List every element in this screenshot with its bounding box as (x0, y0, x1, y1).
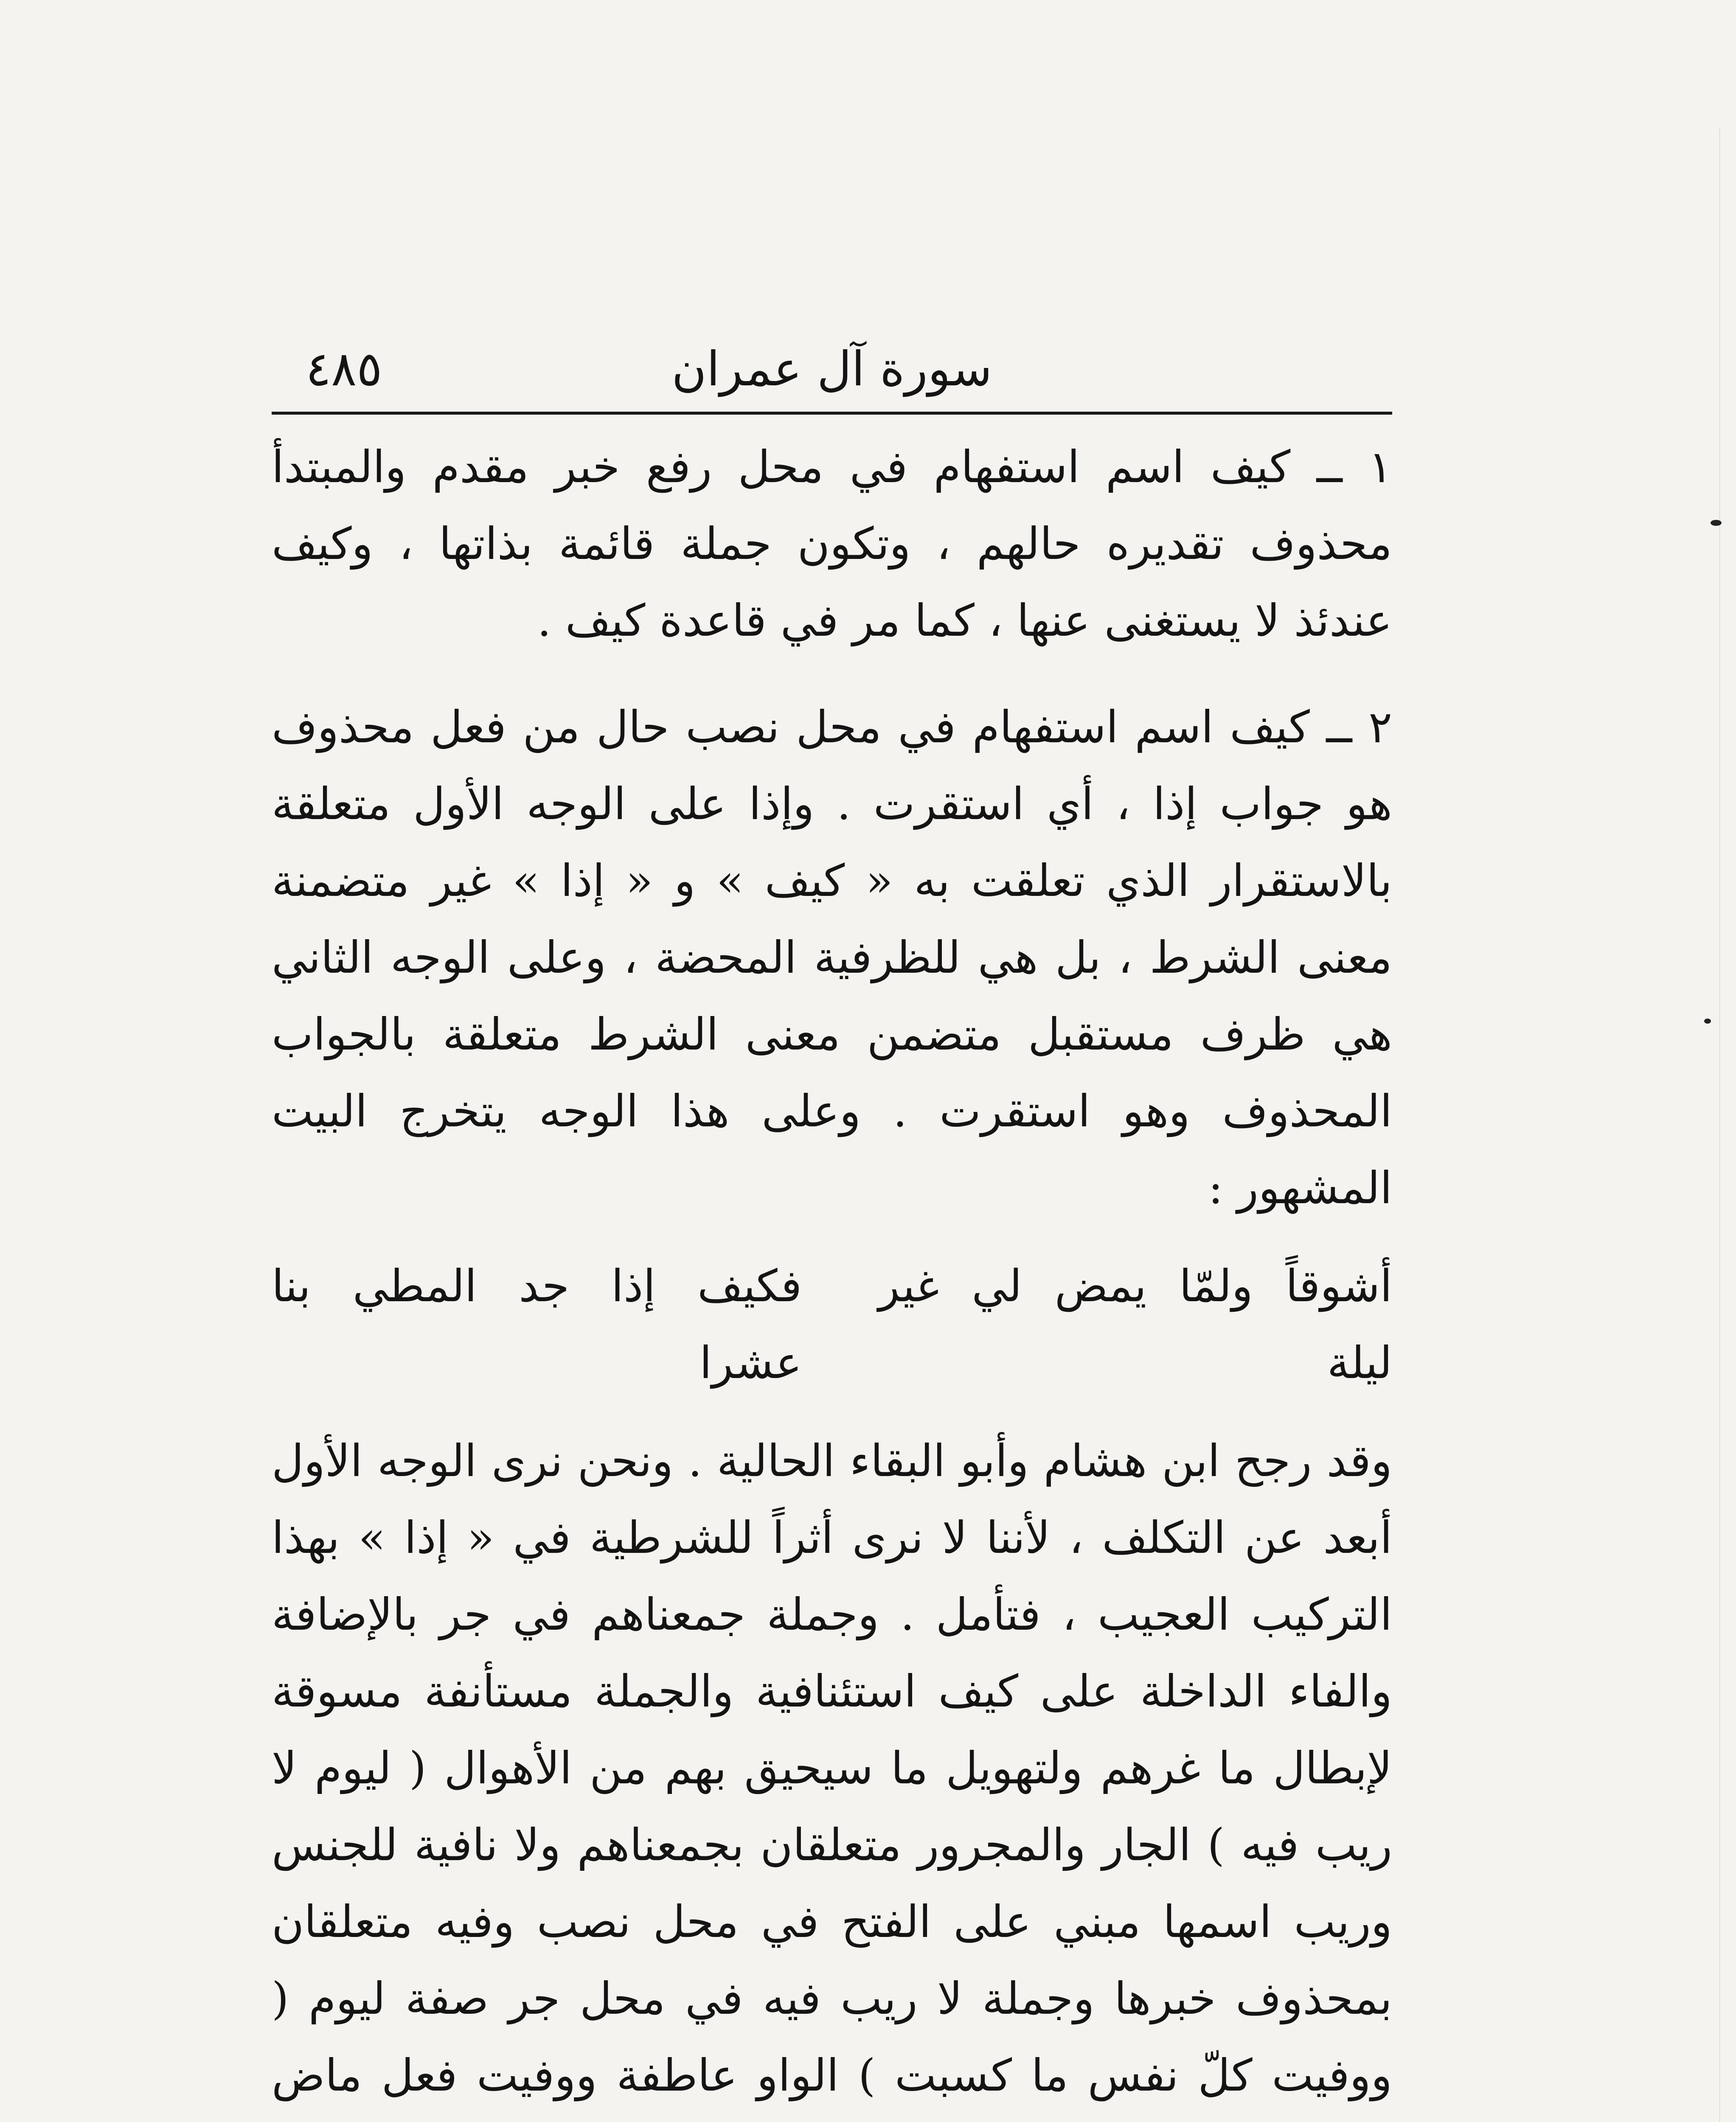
verse-second-hemistich: فكيف إذا جد المطي بنا عشرا (272, 1260, 802, 1389)
margin-speck (1711, 520, 1722, 526)
main-text (272, 429, 1392, 2122)
page-number: ٤٨٥ (306, 342, 382, 397)
running-title: سورة آل عمران (671, 342, 992, 397)
paragraph-1: ١ ــ كيف اسم استفهام في محل رفع خبر مقدم والمبتدأ محذوف تقديره حالهم ، وتكون جملة قائمة بذاتها ، وكيف عندئذ لا يستغنى عنها ، كما مر في قاعدة كيف . (272, 441, 1392, 646)
page-header (272, 331, 1392, 415)
paragraph-2: ٢ ــ كيف اسم استفهام في محل نصب حال من فعل محذوف هو جواب إذا ، أي استقرت . وإذا على الوجه الأول متعلقة بالاستقرار الذي تعلقت به « كيف » و « إذا » غير متضمنة معنى الشرط ، بل هي للظرفية المحضة ، وعلى الوجه الثاني هي ظرف مستقبل متضمن معنى الشرط متعلقة بالجواب المحذوف وهو استقرت . وعلى هذا الوجه يتخرج البيت المشهور : (272, 701, 1392, 1214)
page-edge-shadow (1719, 127, 1720, 2122)
margin-speck (1704, 1019, 1711, 1024)
paragraph-3: وقد رجح ابن هشام وأبو البقاء الحالية . ونحن نرى الوجه الأول أبعد عن التكلف ، لأننا لا نرى أثراً للشرطية في « إذا » بهذا التركيب العجيب ، فتأمل . وجملة جمعناهم في جر بالإضافة والفاء الداخلة على كيف استئنافية والجملة مستأنفة مسوقة لإبطال ما غرهم ولتهويل ما سيحيق بهم من الأهوال ( ليوم لا ريب فيه ) الجار والمجرور متعلقان بجمعناهم ولا نافية للجنس وريب اسمها مبني على الفتح في محل نصب وفيه متعلقان بمحذوف خبرها وجملة لا ريب فيه في محل جر صفة ليوم ( ووفيت كلّ نفس ما كسبت ) الواو عاطفة ووفيت فعل ماض (272, 1435, 1393, 2101)
poetry-verse (272, 1248, 1392, 1401)
verse-first-hemistich: أشوقاً ولمّا يمض لي غير ليلة (878, 1260, 1392, 1389)
